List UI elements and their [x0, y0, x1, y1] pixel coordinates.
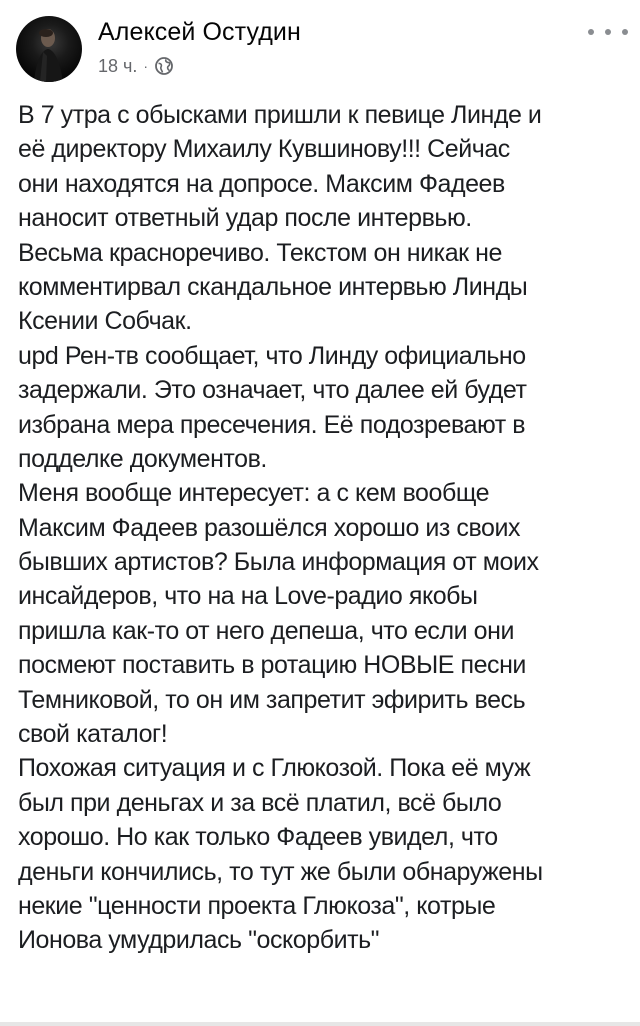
post-text-line: они находятся на допросе. Максим Фадеев — [18, 169, 505, 198]
post-text-line: Ксении Собчак. — [18, 307, 192, 336]
post-text-line: некие "ценности проекта Глюкоза", котрые — [18, 891, 496, 920]
post-divider — [0, 1022, 640, 1026]
post-text-line: пришла как-то от него депеша, что если они — [18, 616, 514, 645]
author-name[interactable]: Алексей Остудин — [98, 18, 301, 46]
post-text-line: был при деньгах и за всё платил, всё было — [18, 788, 502, 817]
post-text-line: Меня вообще интересует: а с кем вообще — [18, 479, 490, 508]
post-text-line: Ионова умудрилась "оскорбить" — [18, 926, 380, 955]
post-text-line: её директору Михаилу Кувшинову!!! Сейчас — [18, 135, 510, 164]
post-text-line: инсайдеров, что на на Love-радио якобы — [18, 582, 478, 611]
post-text-line: посмеют поставить в ротацию НОВЫЕ песни — [18, 651, 526, 680]
post-text-line: Похожая ситуация и с Глюкозой. Пока её муж — [18, 754, 531, 783]
post-text-line: комментирвал скандальное интервью Линды — [18, 272, 528, 301]
post-text-line: хорошо. Но как только Фадеев увидел, что — [18, 823, 498, 852]
more-dot — [588, 29, 594, 35]
post-time[interactable]: 18 ч. — [98, 55, 138, 76]
meta-separator: · — [143, 58, 149, 74]
post-text-line: upd Рен-тв сообщает, что Линду официально — [18, 341, 526, 370]
post-text-line: Темниковой, то он им запретит эфирить весь — [18, 685, 526, 714]
post-header — [0, 0, 640, 92]
author-avatar[interactable] — [16, 16, 82, 82]
more-dot — [622, 29, 628, 35]
post-text-line: свой каталог! — [18, 720, 168, 749]
post-text-line: бывших артистов? Была информация от моих — [18, 548, 539, 577]
post-text-line: В 7 утра с обысками пришли к певице Линде и — [18, 101, 542, 129]
post-text-line: Весьма красноречиво. Текстом он никак не — [18, 238, 502, 267]
globe-icon — [154, 56, 174, 76]
post-text-line: наносит ответный удар после интервью. — [18, 204, 472, 233]
more-dot — [605, 29, 611, 35]
post-text — [18, 98, 630, 958]
post-text-line: задержали. Это означает, что далее ей будет — [18, 376, 527, 405]
post-text-line: деньги кончились, то тут же были обнаружены — [18, 857, 543, 886]
post-meta — [98, 54, 174, 78]
avatar-photo — [16, 16, 82, 82]
more-options-icon[interactable] — [588, 22, 628, 42]
post-text-line: Максим Фадеев разошёлся хорошо из своих — [18, 513, 521, 542]
post-text-line: подделке документов. — [18, 444, 267, 473]
post-text-line: избрана мера пресечения. Её подозревают в — [18, 410, 526, 439]
